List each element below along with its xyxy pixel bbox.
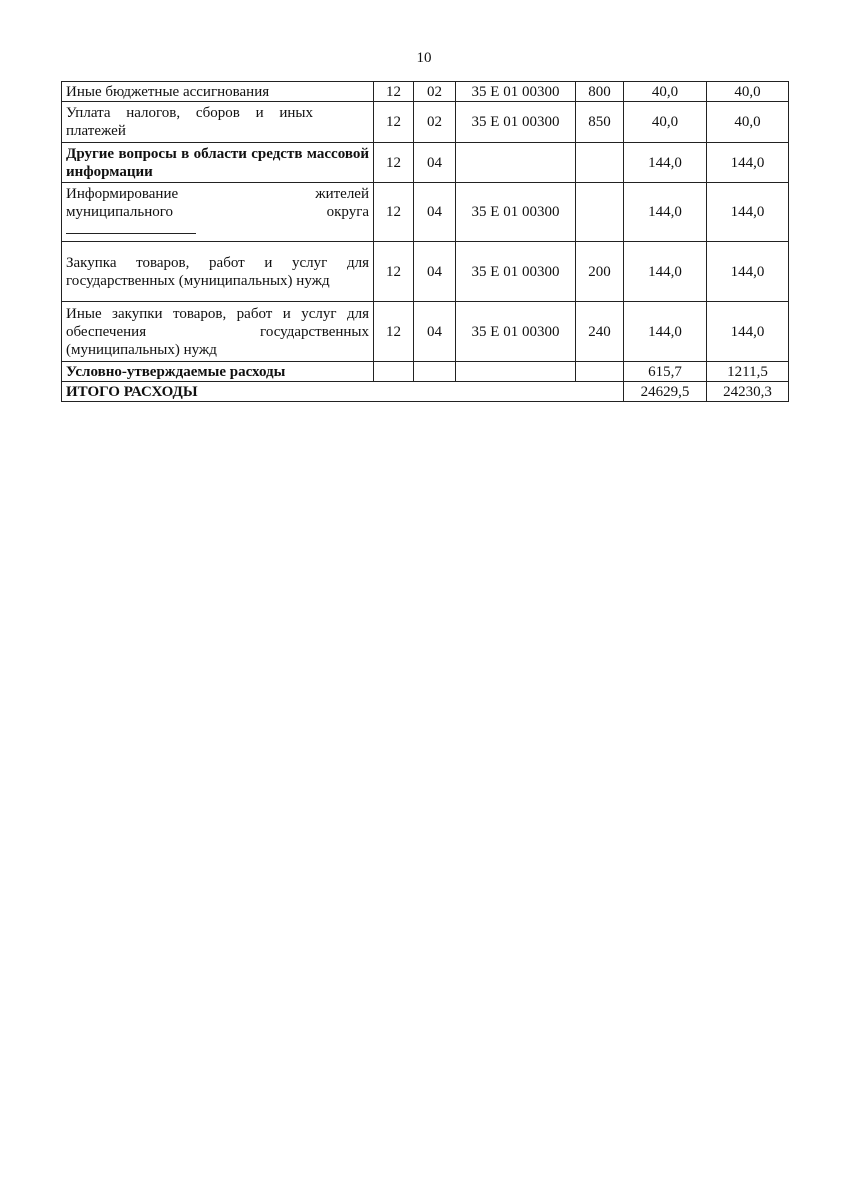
subsection-code [414,362,456,382]
total-year-1: 24629,5 [624,382,707,402]
table-row [62,183,789,242]
amount-year-1: 615,7 [624,362,707,382]
target-article [456,143,576,183]
expense-type [576,143,624,183]
expense-type: 200 [576,242,624,302]
subsection-code: 04 [414,302,456,362]
amount-year-2: 40,0 [707,82,789,102]
subsection-code: 02 [414,102,456,143]
amount-year-1: 144,0 [624,143,707,183]
amount-year-1: 144,0 [624,183,707,242]
table-row [62,242,789,302]
row-name: Условно-утверждаемые расходы [62,362,374,382]
target-article: 35 Е 01 00300 [456,302,576,362]
table-row [62,362,789,382]
subsection-code: 02 [414,82,456,102]
amount-year-2: 144,0 [707,302,789,362]
blank-underline [66,221,196,234]
expense-type [576,183,624,242]
section-code: 12 [374,302,414,362]
amount-year-1: 40,0 [624,102,707,143]
subsection-code: 04 [414,143,456,183]
table-row [62,102,789,143]
row-name-line: Информирование жителей [66,186,369,202]
section-code: 12 [374,102,414,143]
row-name: Другие вопросы в области средств массовой информации [62,143,374,183]
target-article: 35 Е 01 00300 [456,82,576,102]
target-article: 35 Е 01 00300 [456,242,576,302]
subsection-code: 04 [414,242,456,302]
target-article: 35 Е 01 00300 [456,102,576,143]
table-row [62,302,789,362]
row-name: Иные закупки товаров, работ и услуг для обеспечения государственных (муниципальных) нужд [62,302,374,362]
total-label: ИТОГО РАСХОДЫ [62,382,624,402]
section-code: 12 [374,82,414,102]
row-name: Закупка товаров, работ и услуг для государственных (муниципальных) нужд [62,242,374,302]
page-number: 10 [416,50,432,66]
row-name [62,183,374,242]
expense-type [576,362,624,382]
expense-type: 850 [576,102,624,143]
target-article: 35 Е 01 00300 [456,183,576,242]
subsection-code: 04 [414,183,456,242]
table-row [62,143,789,183]
amount-year-1: 40,0 [624,82,707,102]
amount-year-1: 144,0 [624,302,707,362]
expense-type: 240 [576,302,624,362]
row-name-line: муниципального округа [66,204,369,220]
amount-year-2: 40,0 [707,102,789,143]
total-row [62,382,789,402]
section-code: 12 [374,183,414,242]
total-year-2: 24230,3 [707,382,789,402]
table-row [62,82,789,102]
expenses-table [61,81,789,402]
row-name: Иные бюджетные ассигнования [62,82,374,102]
expense-type: 800 [576,82,624,102]
amount-year-2: 1211,5 [707,362,789,382]
amount-year-2: 144,0 [707,183,789,242]
row-name: Уплата налогов, сборов и иных платежей [62,102,374,143]
amount-year-1: 144,0 [624,242,707,302]
target-article [456,362,576,382]
amount-year-2: 144,0 [707,143,789,183]
amount-year-2: 144,0 [707,242,789,302]
section-code [374,362,414,382]
section-code: 12 [374,143,414,183]
section-code: 12 [374,242,414,302]
